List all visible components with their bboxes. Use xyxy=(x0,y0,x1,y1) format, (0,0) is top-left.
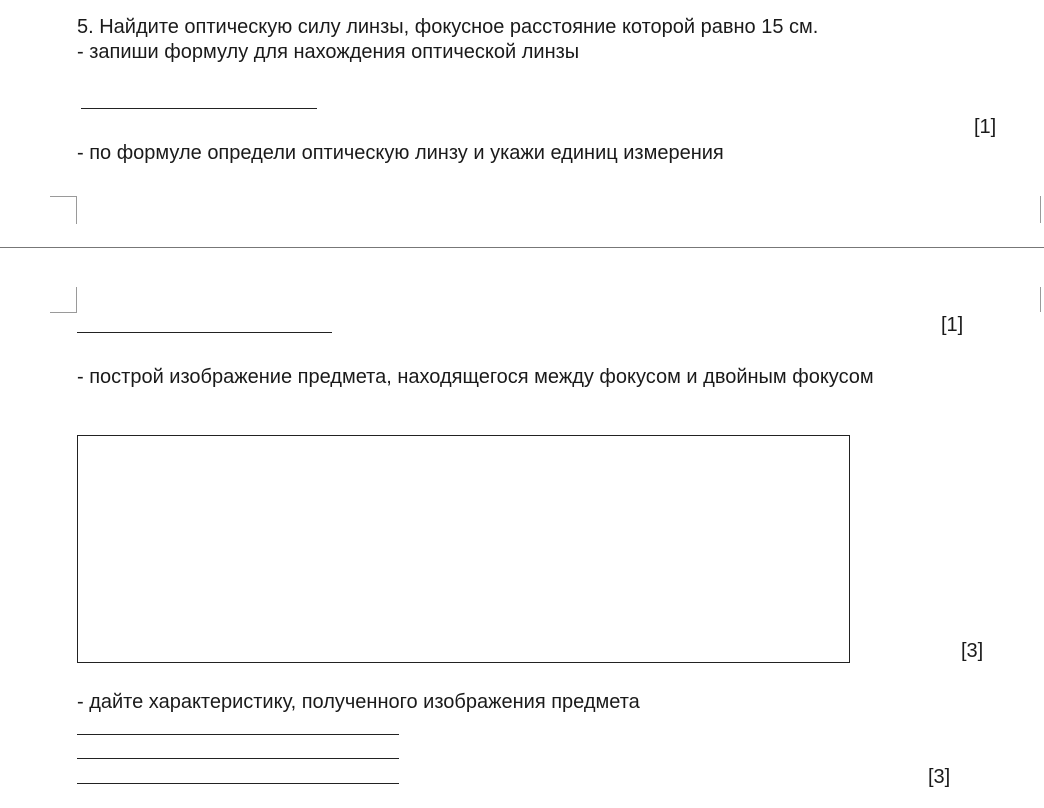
page-break-divider xyxy=(0,247,1044,248)
crop-mark-bottom-right xyxy=(1040,287,1044,312)
step3-instruction: - построй изображение предмета, находящегося между фокусом и двойным фокусом xyxy=(77,366,874,388)
step1-answer-line[interactable] xyxy=(81,108,317,109)
crop-mark-bottom-left xyxy=(50,287,77,313)
step3-score: [3] xyxy=(961,640,984,662)
step1-instruction: - запиши формулу для нахождения оптической линзы xyxy=(77,41,580,63)
step4-instruction: - дайте характеристику, полученного изображения предмета xyxy=(77,691,640,713)
crop-mark-top-left xyxy=(50,196,77,224)
step2-score: [1] xyxy=(941,314,964,336)
drawing-area-box[interactable] xyxy=(77,435,850,663)
step2-answer-line[interactable] xyxy=(77,332,332,333)
crop-mark-top-right xyxy=(1040,196,1044,223)
step1-score: [1] xyxy=(974,116,997,138)
question-title: 5. Найдите оптическую силу линзы, фокусное расстояние которой равно 15 см. xyxy=(77,16,819,38)
step4-answer-line-3[interactable] xyxy=(77,783,399,784)
step4-answer-line-2[interactable] xyxy=(77,758,399,759)
step4-answer-line-1[interactable] xyxy=(77,734,399,735)
step2-instruction: - по формуле определи оптическую линзу и укажи единиц измерения xyxy=(77,142,724,164)
step4-score: [3] xyxy=(928,766,951,788)
